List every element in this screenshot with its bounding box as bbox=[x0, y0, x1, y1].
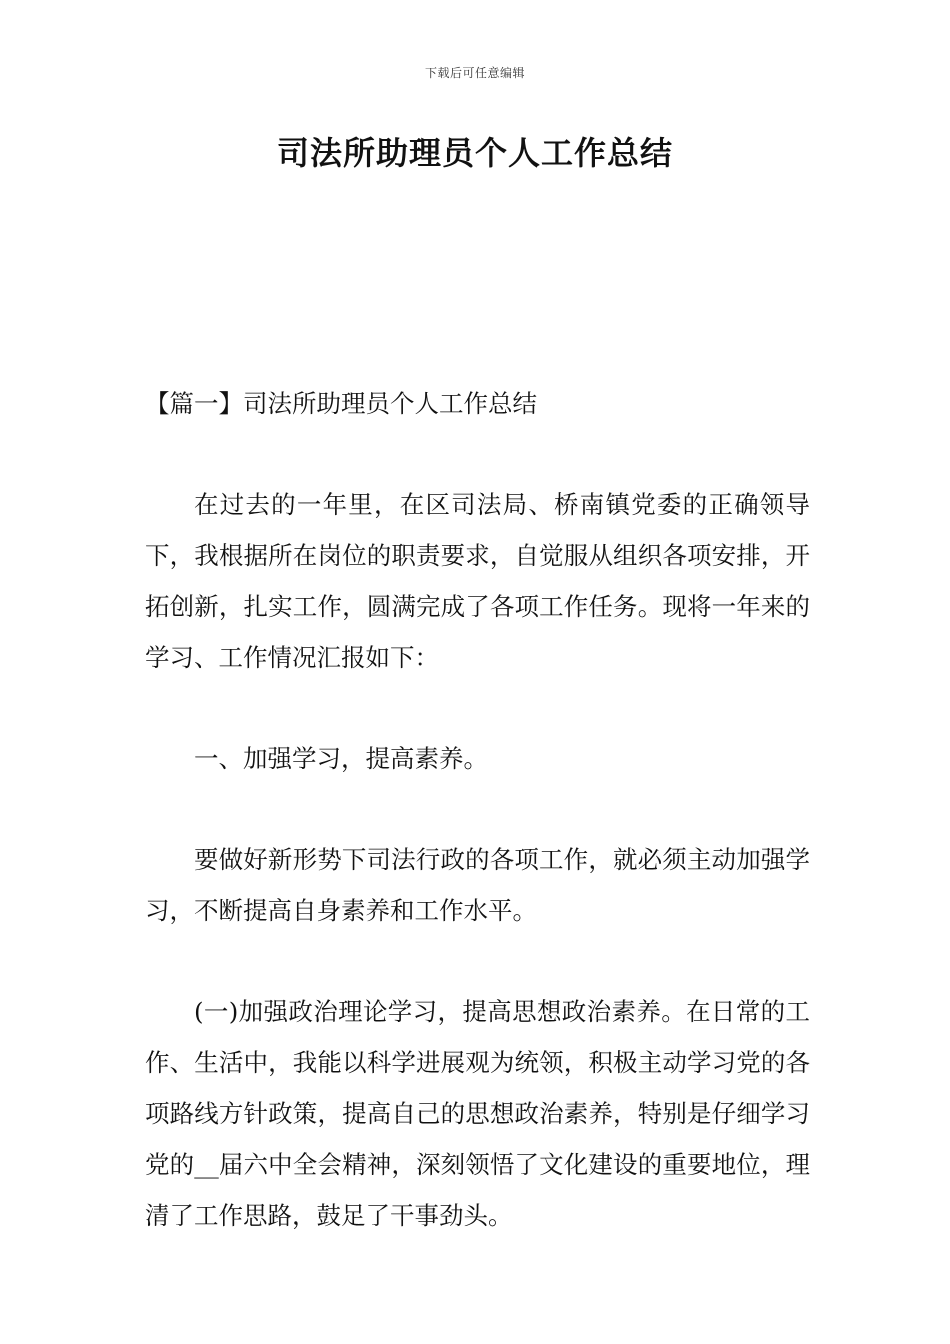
document-body bbox=[145, 378, 810, 1241]
section-heading: 【篇一】司法所助理员个人工作总结 bbox=[145, 389, 537, 418]
header-note: 下载后可任意编辑 bbox=[424, 66, 525, 80]
paragraph-political-theory: (一)加强政治理论学习，提高思想政治素养。在日常的工作、生活中，我能以科学进展观为统领，积极主动学习党的各项路线方针政策，提高自己的思想政治素养，特别是仔细学习党的__届六中全会精神，深刻领悟了文化建设的重要地位，理清了工作思路，鼓足了干事劲头。 bbox=[145, 997, 810, 1230]
paragraph-intro: 在过去的一年里，在区司法局、桥南镇党委的正确领导下，我根据所在岗位的职责要求，自觉服从组织各项安排，开拓创新，扎实工作，圆满完成了各项工作任务。现将一年来的学习、工作情况汇报如下： bbox=[145, 490, 810, 672]
document-title: 司法所助理员个人工作总结 bbox=[276, 134, 673, 172]
paragraph-heading-1: 一、加强学习，提高素养。 bbox=[194, 744, 488, 773]
paragraph-study: 要做好新形势下司法行政的各项工作，就必须主动加强学习，不断提高自身素养和工作水平。 bbox=[145, 845, 810, 925]
